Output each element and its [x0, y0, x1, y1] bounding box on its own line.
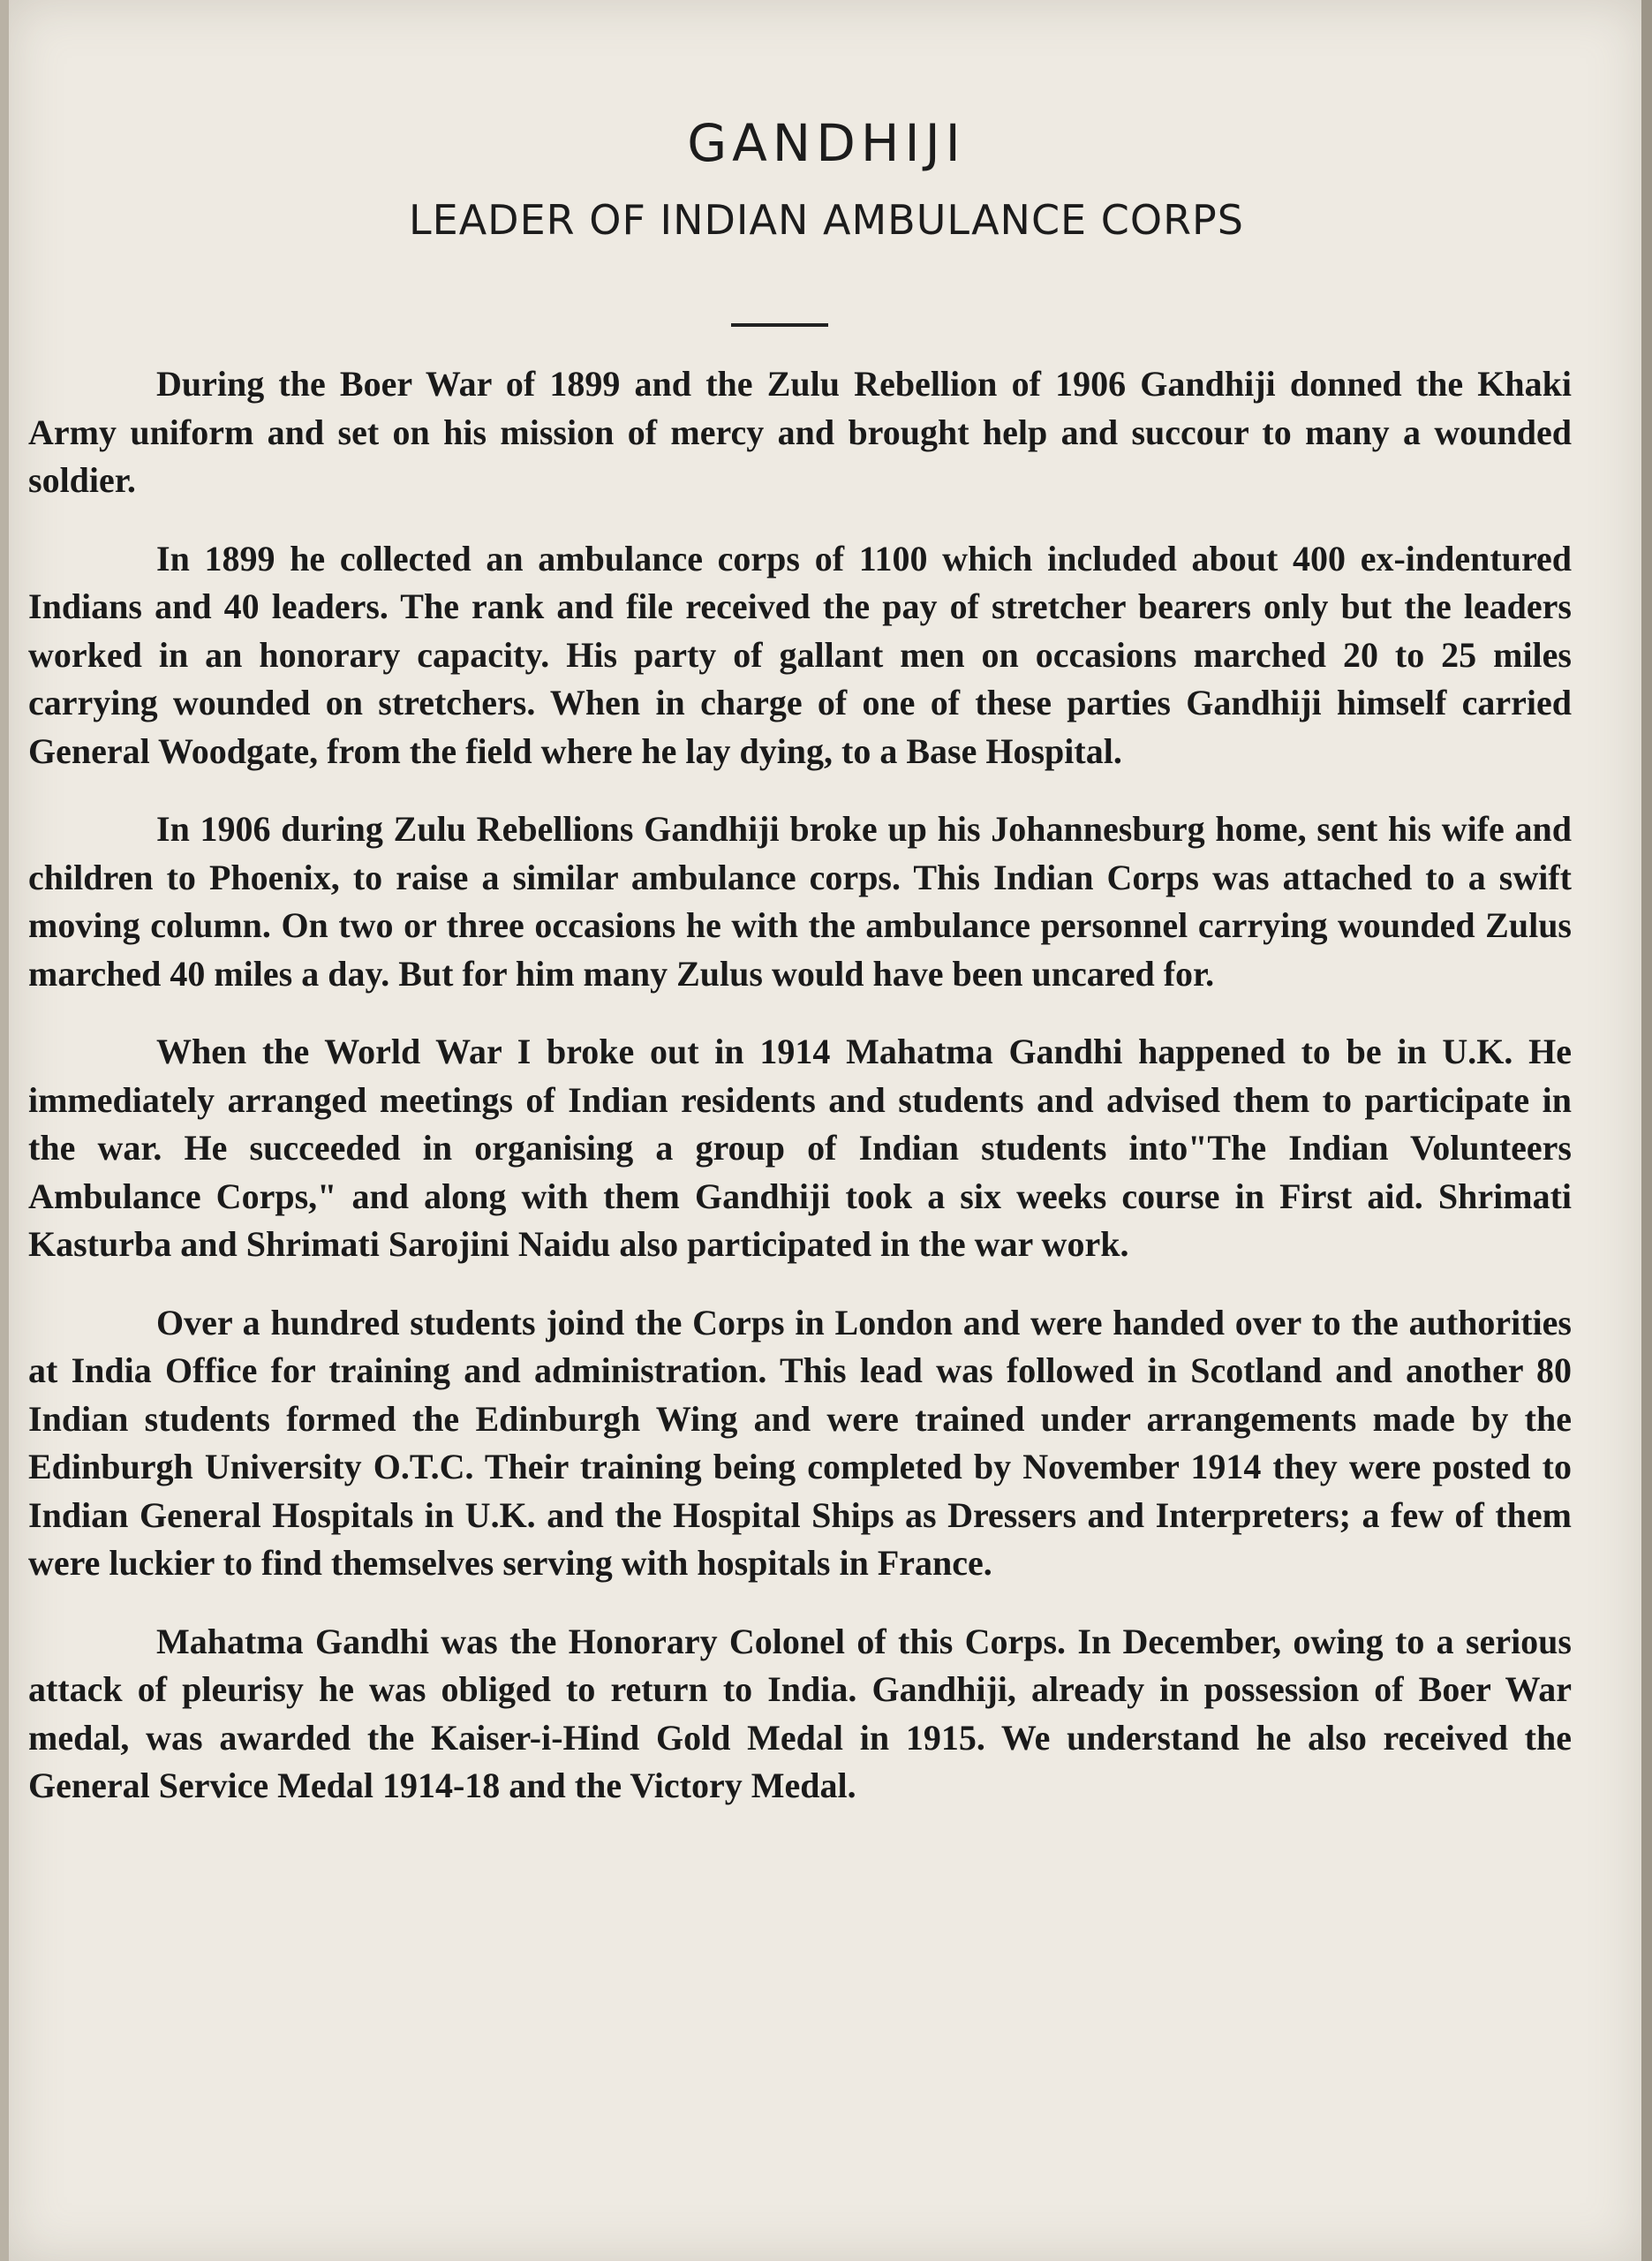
page-subtitle: LEADER OF INDIAN AMBULANCE CORPS — [409, 196, 1244, 244]
page-title: GANDHIJI — [687, 113, 966, 173]
paragraph-honorary-colonel: Mahatma Gandhi was the Honorary Colonel of this Corps. In December, owing to a serious attack of pleurisy he was obliged to return to India. Gandhiji, already in possession of Boer War medal, was awarded the Kaiser-i-Hind Gold Medal in 1915. We understand he also received the General Service Medal 1914-18 and the Victory Medal. — [28, 1621, 1572, 1805]
page-right-edge — [1641, 0, 1652, 2261]
paragraph-world-war-1914: When the World War I broke out in 1914 Mahatma Gandhi happened to be in U.K. He immediately arranged meetings of Indian residents and students and advised them to participate in the war. He succeeded in organising a group of Indian students into"The Indian Volunteers Ambulance Corps," and along with them Gandhiji took a six weeks course in First aid. Shrimati Kasturba and Shrimati Sarojini Naidu also participated in the war work. — [28, 1032, 1572, 1264]
paragraph-boer-war: During the Boer War of 1899 and the Zulu Rebellion of 1906 Gandhiji donned the Khaki Army uniform and set on his mission of mercy and brought help and succour to many a wounded soldier. — [28, 364, 1572, 500]
paragraph-students-london: Over a hundred students joind the Corps in London and were handed over to the authorities at India Office for training and administration. This lead was followed in Scotland and another 80 Indian students formed the Edinburgh Wing and were trained under arrangements made by the Edinburgh University O.T.C. Their training being completed by November 1914 they were posted to Indian General Hospitals in U.K. and the Hospital Ships as Dressers and Interpreters; a few of them were luckier to find themselves serving with hospitals in France. — [28, 1302, 1572, 1583]
title-divider — [731, 323, 828, 327]
paragraph-ambulance-corps-1899: In 1899 he collected an ambulance corps of 1100 which included about 400 ex-indentured Indians and 40 leaders. The rank and file received the pay of stretcher bearers only but the leaders worked in an honorary capacity. His party of gallant men on occasions marched 20 to 25 miles carrying wounded on stretchers. When in charge of one of these parties Gandhiji himself carried General Woodgate, from the field where he lay dying, to a Base Hospital. — [28, 538, 1572, 771]
document-page — [9, 0, 1644, 2261]
page-left-edge — [0, 0, 9, 2261]
paragraph-zulu-rebellion-1906: In 1906 during Zulu Rebellions Gandhiji broke up his Johannesburg home, sent his wife and children to Phoenix, to raise a similar ambulance corps. This Indian Corps was attached to a swift moving column. On two or three occasions he with the ambulance personnel carrying wounded Zulus marched 40 miles a day. But for him many Zulus would have been uncared for. — [28, 809, 1572, 994]
article-body — [28, 360, 1572, 1841]
